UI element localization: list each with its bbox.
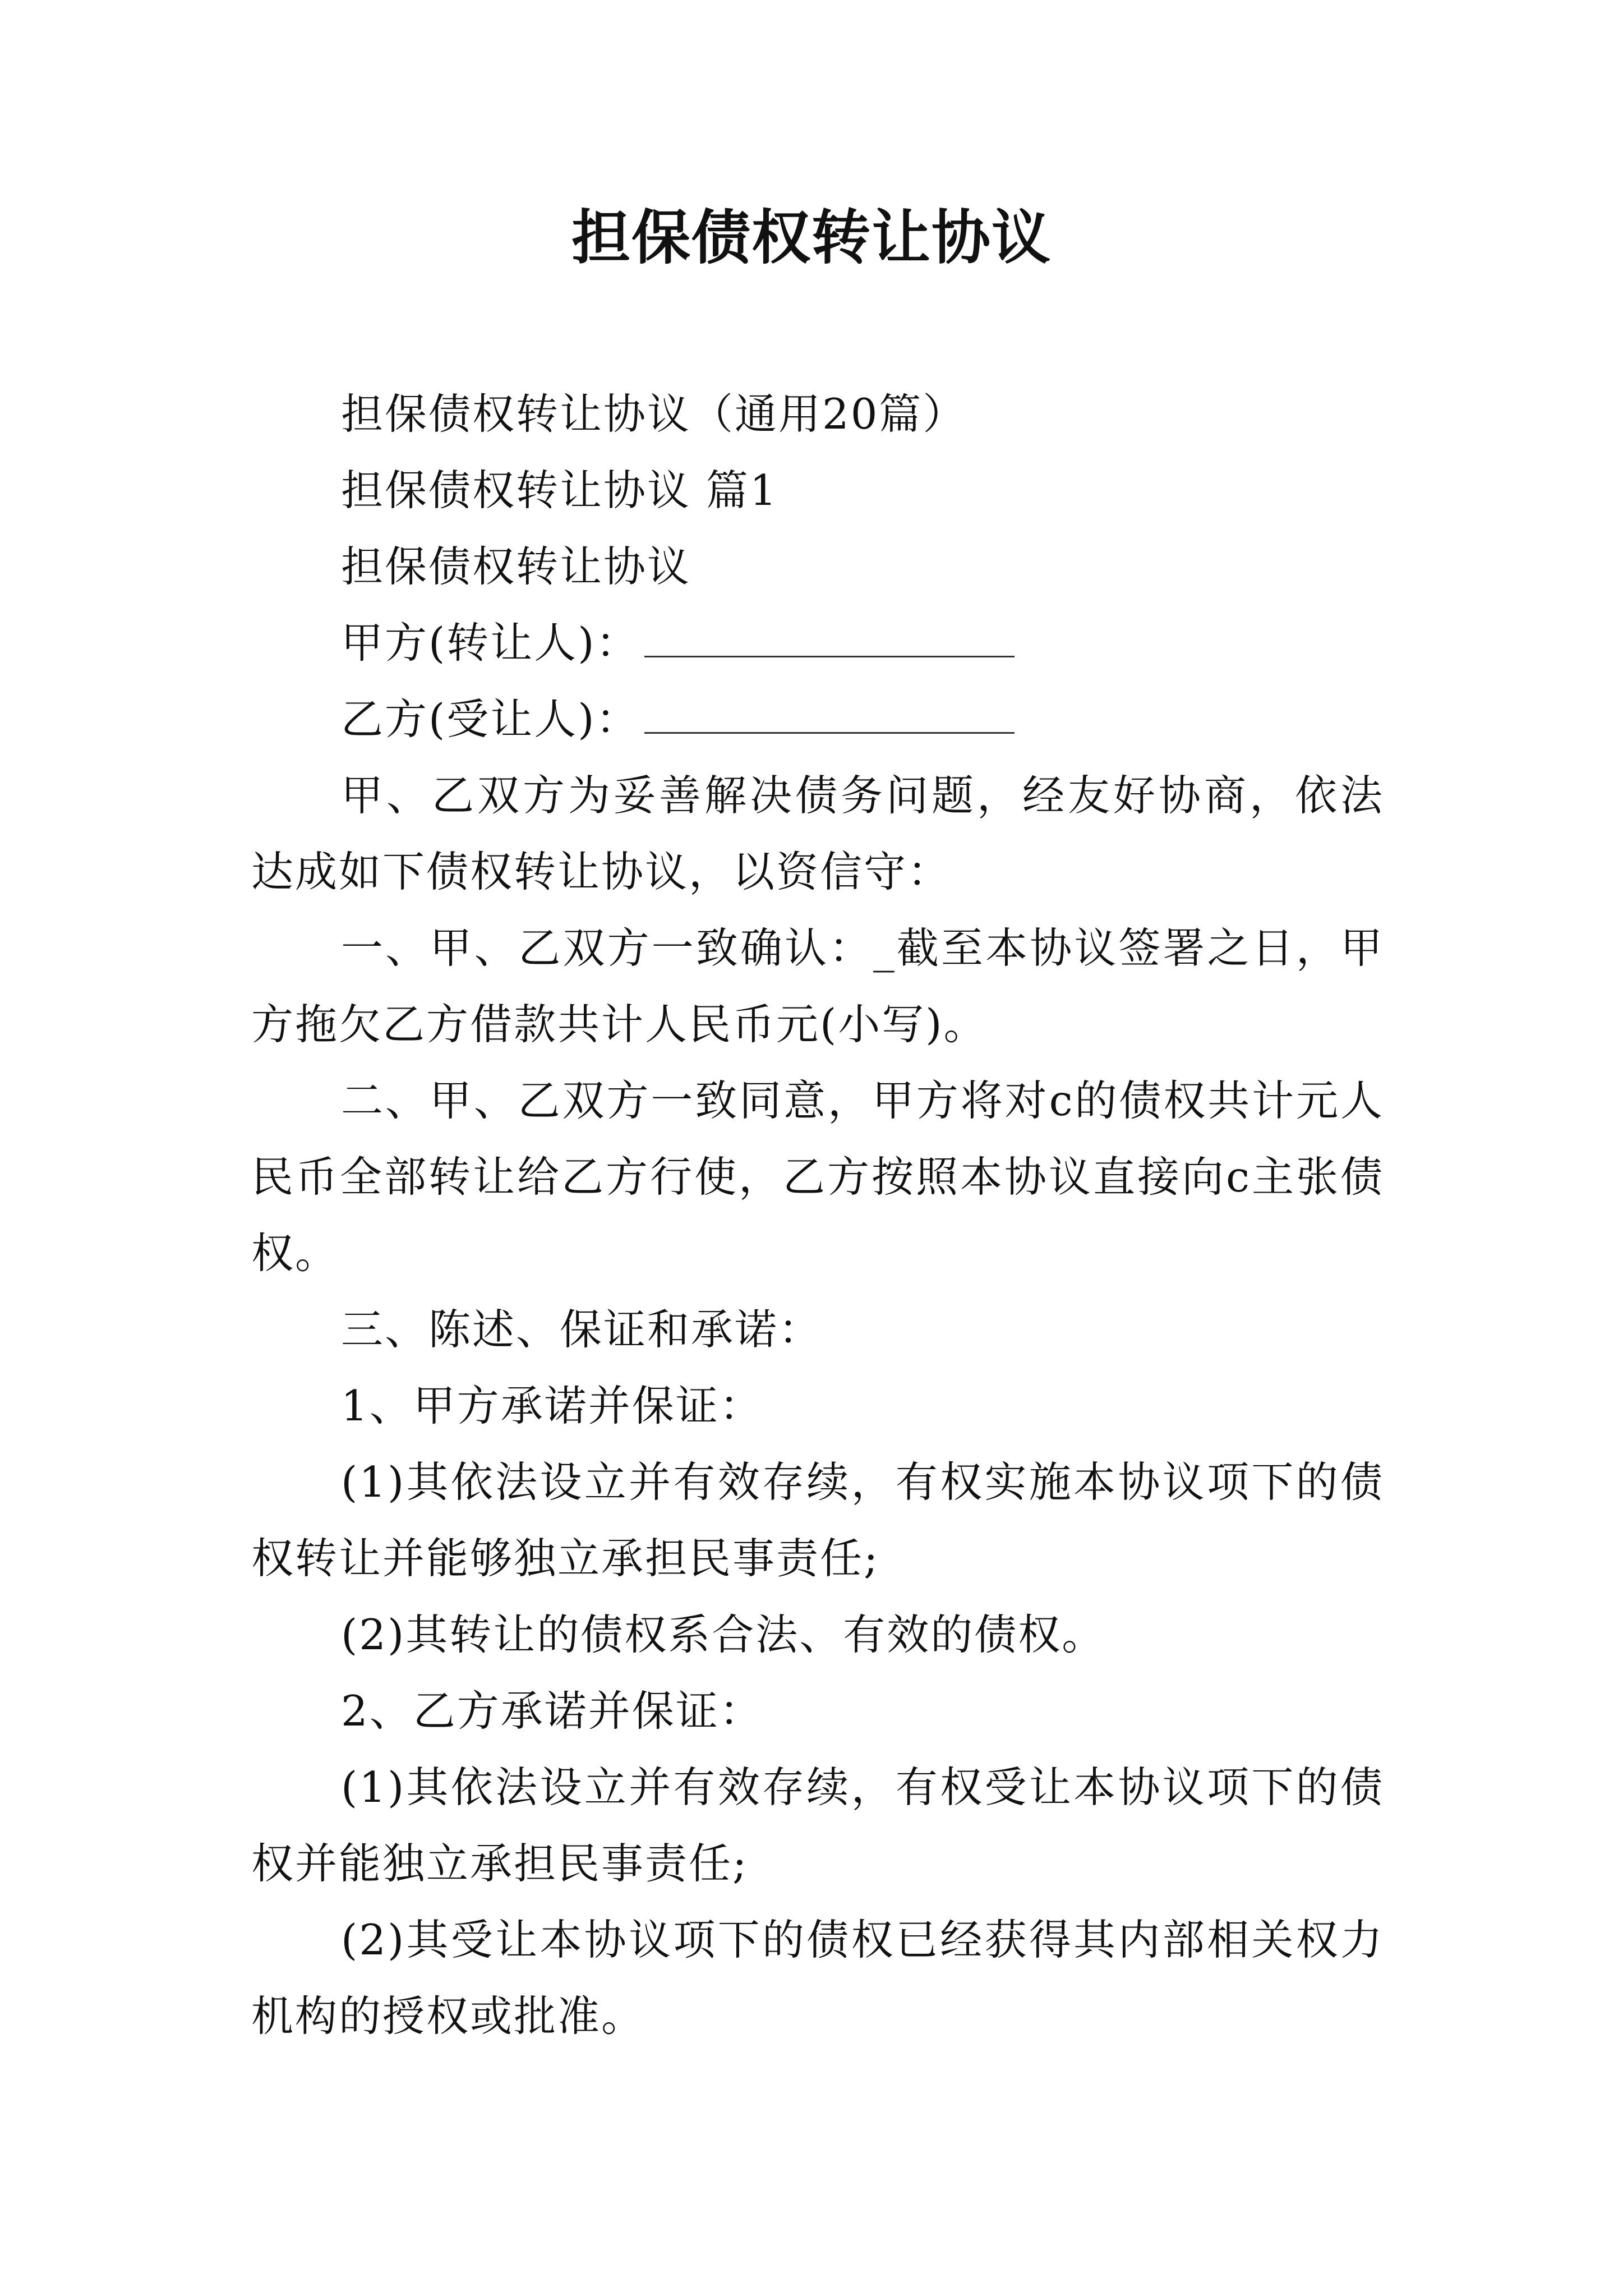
- paragraph: 2、乙方承诺并保证：: [341, 1686, 763, 1736]
- paragraph: 担保债权转让协议 篇1: [341, 466, 778, 515]
- party-b-blank: [644, 698, 1015, 734]
- paragraph: 二、甲、乙双方一致同意，甲方将对c的债权共计元人民币全部转让给乙方行使，乙方按照本协议直接向c主张债权。: [251, 1076, 1384, 1278]
- party-b-line: [251, 681, 1384, 757]
- paragraph: 1、甲方承诺并保证：: [341, 1381, 763, 1430]
- paragraph: 三、陈述、保证和承诺：: [341, 1305, 823, 1354]
- paragraph: (2)其转让的债权系合法、有效的债权。: [341, 1610, 1106, 1659]
- party-a-label: 甲方(转让人)：: [341, 618, 640, 668]
- paragraph: 担保债权转让协议（通用20篇）: [341, 389, 967, 439]
- paragraph: (2)其受让本协议项下的债权已经获得其内部相关权力机构的授权或批准。: [251, 1915, 1384, 2041]
- paragraph: 一、甲、乙双方一致确认：_截至本协议签署之日，甲方拖欠乙方借款共计人民币元(小写)。: [251, 923, 1384, 1049]
- party-b-label: 乙方(受让人)：: [341, 694, 640, 744]
- paragraph: (1)其依法设立并有效存续，有权实施本协议项下的债权转让并能够独立承担民事责任;: [251, 1457, 1384, 1583]
- party-a-blank: [644, 622, 1015, 657]
- document-title: 担保债权转让协议: [571, 203, 1052, 272]
- paragraph: (1)其依法设立并有效存续，有权受让本协议项下的债权并能独立承担民事责任;: [251, 1763, 1384, 1888]
- paragraph: 甲、乙双方为妥善解决债务问题，经友好协商，依法达成如下债权转让协议，以资信守：: [251, 771, 1384, 896]
- paragraph: 担保债权转让协议: [341, 542, 691, 591]
- document-body: [251, 376, 1384, 2054]
- party-a-line: [251, 605, 1384, 681]
